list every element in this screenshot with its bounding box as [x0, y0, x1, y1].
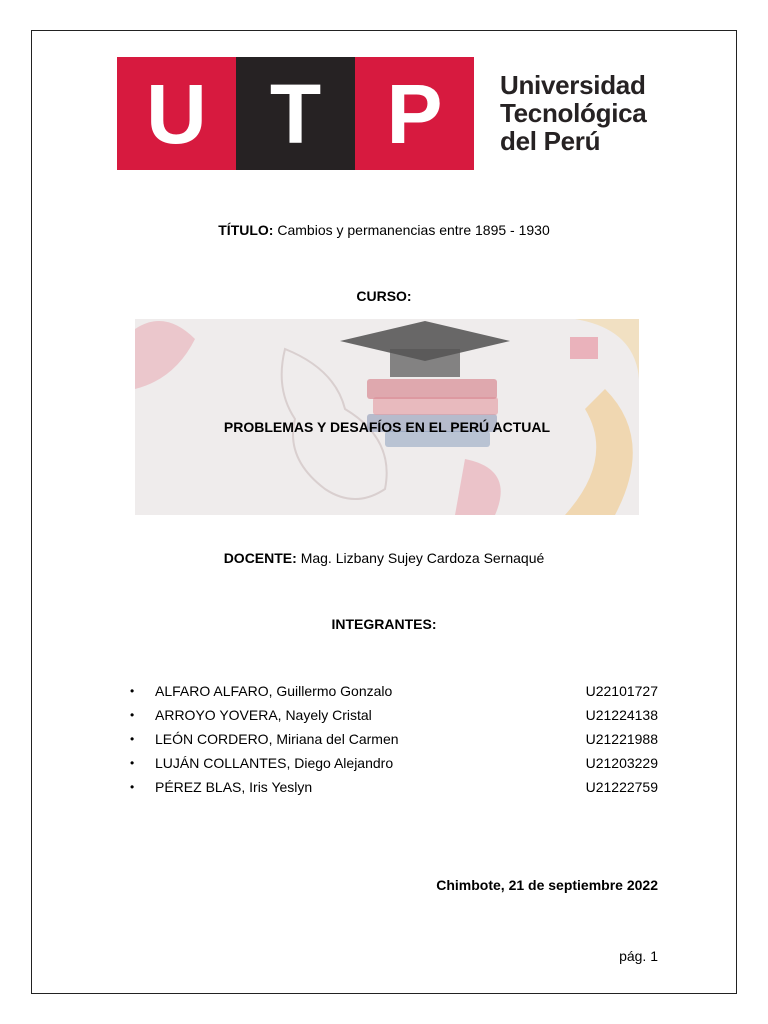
members-list	[130, 681, 660, 801]
bullet: •	[130, 708, 135, 722]
member-code: U21224138	[585, 707, 658, 723]
logo-letter-p: P	[386, 66, 443, 161]
logo-letter-t: T	[269, 66, 322, 161]
member-code: U21222759	[585, 779, 658, 795]
date-line: Chimbote, 21 de septiembre 2022	[436, 877, 658, 893]
course-name: PROBLEMAS Y DESAFÍOS EN EL PERÚ ACTUAL	[223, 419, 551, 435]
teacher-line	[31, 550, 737, 566]
bullet: •	[130, 732, 135, 746]
member-code: U21221988	[585, 731, 658, 747]
title-label: TÍTULO:	[218, 222, 274, 238]
logo-block-t	[236, 57, 355, 170]
title-value: Cambios y permanencias entre 1895 - 1930	[273, 222, 550, 238]
bullet: •	[130, 780, 135, 794]
university-name	[500, 71, 680, 155]
title-line	[31, 222, 737, 238]
member-name: PÉREZ BLAS, Iris Yeslyn	[155, 779, 313, 795]
list-item	[130, 777, 660, 801]
course-banner-image	[135, 319, 639, 515]
university-name-line-3: del Perú	[500, 126, 601, 156]
member-code: U21203229	[585, 755, 658, 771]
list-item	[130, 705, 660, 729]
logo-letter-u: U	[146, 66, 207, 161]
utp-logo	[117, 57, 677, 171]
member-code: U22101727	[585, 683, 658, 699]
logo-block-u	[117, 57, 236, 170]
university-name-line-2: Tecnológica	[500, 98, 647, 128]
course-banner-illustration	[135, 319, 639, 515]
teacher-value: Mag. Lizbany Sujey Cardoza Sernaqué	[296, 550, 545, 566]
bullet: •	[130, 756, 135, 770]
member-name: LEÓN CORDERO, Miriana del Carmen	[155, 731, 399, 747]
page-number: pág. 1	[619, 948, 658, 964]
teacher-label: DOCENTE:	[223, 550, 297, 566]
members-heading: INTEGRANTES:	[331, 616, 437, 632]
member-name: ALFARO ALFARO, Guillermo Gonzalo	[155, 683, 393, 699]
list-item	[130, 753, 660, 777]
logo-block-p	[355, 57, 474, 170]
course-label: CURSO:	[356, 288, 412, 304]
member-name: ARROYO YOVERA, Nayely Cristal	[155, 707, 372, 723]
list-item	[130, 681, 660, 705]
university-name-line-1: Universidad	[500, 70, 646, 100]
bullet: •	[130, 684, 135, 698]
list-item	[130, 729, 660, 753]
member-name: LUJÁN COLLANTES, Diego Alejandro	[155, 755, 394, 771]
